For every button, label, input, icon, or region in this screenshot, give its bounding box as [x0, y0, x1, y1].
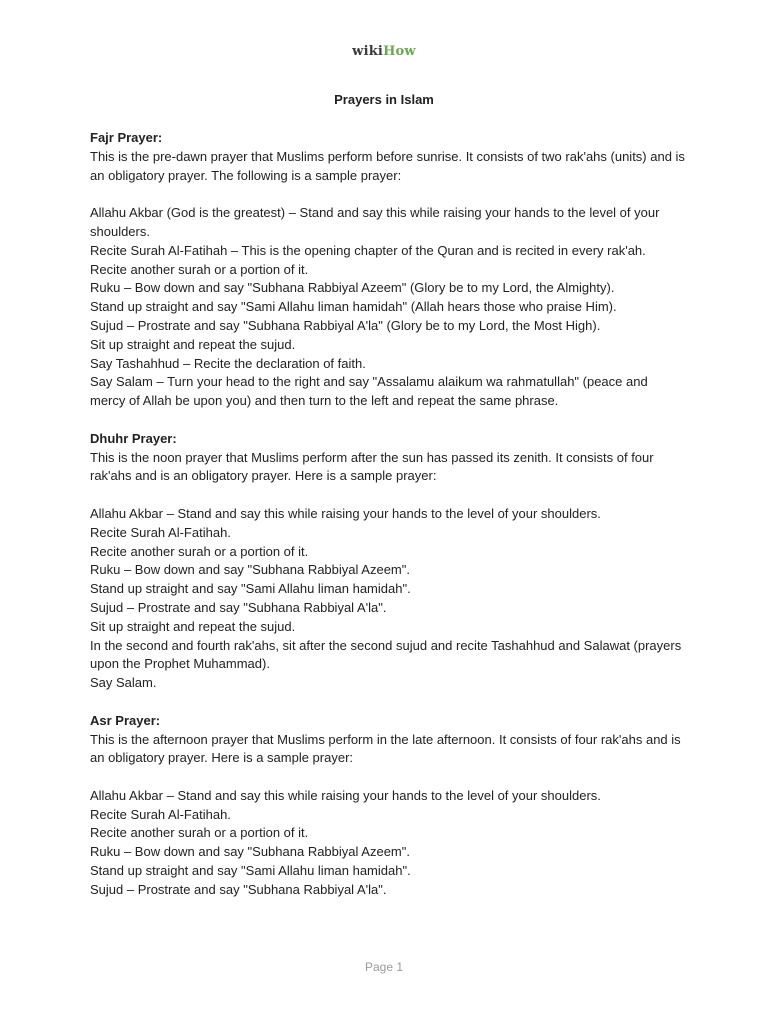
step-item: Ruku – Bow down and say "Subhana Rabbiyal Azeem".	[90, 844, 410, 860]
spacer	[90, 486, 686, 505]
page-title: Prayers in Islam	[334, 92, 434, 107]
step-item: Ruku – Bow down and say "Subhana Rabbiyal Azeem".	[90, 562, 410, 578]
section-intro: This is the noon prayer that Muslims perform after the sun has passed its zenith. It consists of four rak'ahs and is an obligatory prayer. Here is a sample prayer:	[90, 449, 654, 484]
step-item: Sit up straight and repeat the sujud.	[90, 336, 296, 352]
step-item: Sujud – Prostrate and say "Subhana Rabbiyal A'la".	[90, 599, 387, 615]
step-item: Say Salam.	[90, 675, 157, 691]
section-heading: Dhuhr Prayer:	[90, 430, 177, 446]
step-item: Recite another surah or a portion of it.	[90, 543, 309, 559]
step-item: Sujud – Prostrate and say "Subhana Rabbiyal A'la" (Glory be to my Lord, the Most High).	[90, 317, 601, 333]
step-item: Say Tashahhud – Recite the declaration of faith.	[90, 355, 366, 371]
section-intro: This is the pre-dawn prayer that Muslims perform before sunrise. It consists of two rak'ahs (units) and is an obligatory prayer. The following is a sample prayer:	[90, 148, 685, 183]
step-item: Ruku – Bow down and say "Subhana Rabbiyal Azeem" (Glory be to my Lord, the Almighty).	[90, 280, 615, 296]
step-item: Allahu Akbar (God is the greatest) – Stand and say this while raising your hands to the level of your shoulders.	[90, 205, 660, 239]
step-list	[90, 787, 686, 900]
spacer	[90, 768, 686, 787]
step-item: Stand up straight and say "Sami Allahu liman hamidah" (Allah hears those who praise Him).	[90, 299, 617, 315]
section-fajr	[90, 129, 686, 411]
step-item: Allahu Akbar – Stand and say this while raising your hands to the level of your shoulders.	[90, 787, 601, 803]
spacer	[90, 693, 686, 712]
step-item: In the second and fourth rak'ahs, sit after the second sujud and recite Tashahhud and Salawat (prayers upon the Prophet Muhammad).	[90, 637, 682, 672]
step-item: Recite another surah or a portion of it.	[90, 825, 309, 841]
step-item: Stand up straight and say "Sami Allahu liman hamidah".	[90, 581, 411, 597]
section-heading: Asr Prayer:	[90, 712, 161, 728]
step-item: Allahu Akbar – Stand and say this while raising your hands to the level of your shoulders.	[90, 505, 601, 521]
spacer	[90, 185, 686, 204]
step-item: Recite Surah Al-Fatihah.	[90, 524, 231, 540]
document-body	[90, 129, 686, 900]
logo-how-text: How	[383, 44, 416, 59]
logo-wiki-text: wiki	[352, 44, 384, 59]
wikihow-logo	[0, 44, 768, 59]
step-list	[90, 204, 686, 411]
spacer	[90, 411, 686, 430]
step-item: Stand up straight and say "Sami Allahu liman hamidah".	[90, 863, 411, 879]
section-dhuhr	[90, 430, 686, 693]
page-number: Page 1	[364, 960, 404, 974]
step-list	[90, 505, 686, 693]
section-asr	[90, 712, 686, 900]
step-item: Say Salam – Turn your head to the right and say "Assalamu alaikum wa rahmatullah" (peace and mercy of Allah be upon you) and then turn to the left and repeat the same phrase.	[90, 374, 648, 409]
step-item: Sujud – Prostrate and say "Subhana Rabbiyal A'la".	[90, 881, 387, 897]
step-item: Recite another surah or a portion of it.	[90, 261, 309, 277]
step-item: Sit up straight and repeat the sujud.	[90, 618, 296, 634]
step-item: Recite Surah Al-Fatihah – This is the opening chapter of the Quran and is recited in every rak'ah.	[90, 242, 646, 258]
step-item: Recite Surah Al-Fatihah.	[90, 806, 231, 822]
section-heading: Fajr Prayer:	[90, 130, 163, 145]
section-intro: This is the afternoon prayer that Muslims perform in the late afternoon. It consists of four rak'ahs and is an obligatory prayer. Here is a sample prayer:	[90, 731, 681, 766]
